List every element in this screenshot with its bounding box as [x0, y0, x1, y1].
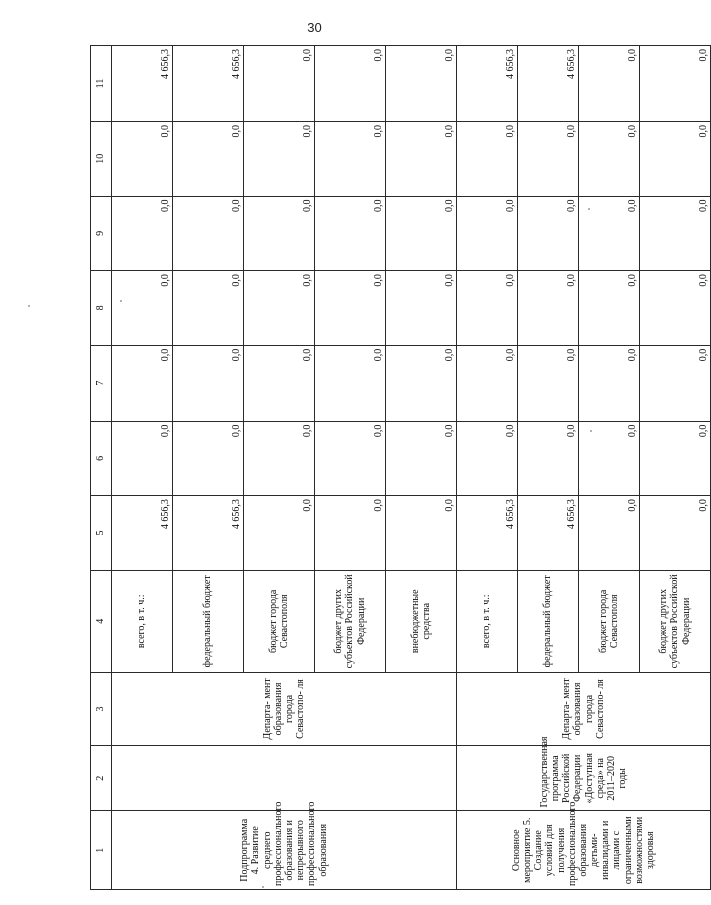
- value-cell: 0,0: [244, 421, 315, 496]
- value-cell: 0,0: [518, 121, 579, 196]
- value-cell: 0,0: [315, 345, 386, 421]
- column-number: 10: [91, 121, 112, 196]
- value-cell: 0,0: [244, 496, 315, 571]
- column-number-row: [91, 46, 112, 890]
- funding-source: бюджет города Севастополя: [579, 570, 640, 672]
- value-cell: 0,0: [518, 271, 579, 346]
- funding-source: всего, в т. ч.:: [457, 570, 518, 672]
- funding-source: федеральный бюджет: [173, 570, 244, 672]
- value-cell: 0,0: [457, 121, 518, 196]
- value-cell: 4 656,3: [457, 46, 518, 122]
- subprogram-title: Подпрограмма 4. Развитие среднего профессионального образования и непрерывного профессионального образования: [112, 811, 457, 890]
- measure-title: Основное мероприятие 5. Создание условий для получения профессионального образования детьми-инвалидами и лицами с ограниченными возможностями здоровья: [457, 811, 711, 890]
- value-cell: 0,0: [640, 496, 711, 571]
- value-cell: 0,0: [112, 271, 173, 346]
- column-number: 11: [91, 46, 112, 122]
- value-cell: 0,0: [579, 496, 640, 571]
- value-cell: 0,0: [315, 496, 386, 571]
- value-cell: 0,0: [173, 271, 244, 346]
- value-cell: 0,0: [518, 421, 579, 496]
- value-cell: 0,0: [640, 196, 711, 271]
- value-cell: 0,0: [457, 271, 518, 346]
- value-cell: 0,0: [112, 121, 173, 196]
- value-cell: 4 656,3: [173, 496, 244, 571]
- measure-program: Государственная программа Российской Федерации «Доступная среда» на 2011–2020 годы: [457, 746, 711, 811]
- funding-source: всего, в т. ч.:: [112, 570, 173, 672]
- funding-source: внебюджетные средства: [386, 570, 457, 672]
- value-cell: 0,0: [244, 121, 315, 196]
- table-row: [457, 46, 518, 890]
- value-cell: 0,0: [640, 421, 711, 496]
- value-cell: 0,0: [244, 46, 315, 122]
- budget-table: [90, 45, 711, 890]
- funding-source: бюджет города Севастополя: [244, 570, 315, 672]
- value-cell: 0,0: [386, 196, 457, 271]
- value-cell: 0,0: [457, 196, 518, 271]
- value-cell: 0,0: [112, 345, 173, 421]
- value-cell: 0,0: [640, 271, 711, 346]
- value-cell: 0,0: [173, 345, 244, 421]
- value-cell: 0,0: [386, 345, 457, 421]
- value-cell: 0,0: [518, 196, 579, 271]
- value-cell: 0,0: [386, 421, 457, 496]
- scan-speck: [28, 305, 30, 307]
- value-cell: 0,0: [173, 196, 244, 271]
- funding-source: федеральный бюджет: [518, 570, 579, 672]
- value-cell: 4 656,3: [518, 496, 579, 571]
- column-number: 4: [91, 570, 112, 672]
- value-cell: 0,0: [579, 121, 640, 196]
- value-cell: 0,0: [315, 46, 386, 122]
- column-number: 9: [91, 196, 112, 271]
- table-row: [112, 46, 173, 890]
- column-number: 3: [91, 672, 112, 745]
- value-cell: 0,0: [579, 46, 640, 122]
- value-cell: 0,0: [112, 421, 173, 496]
- value-cell: 0,0: [386, 46, 457, 122]
- value-cell: 0,0: [173, 121, 244, 196]
- column-number: 6: [91, 421, 112, 496]
- value-cell: 0,0: [640, 345, 711, 421]
- value-cell: 0,0: [244, 271, 315, 346]
- column-number: 8: [91, 271, 112, 346]
- value-cell: 0,0: [386, 271, 457, 346]
- value-cell: 0,0: [315, 121, 386, 196]
- value-cell: 0,0: [173, 421, 244, 496]
- measure-executor: Департа- мент образования города Севастопо- ля: [457, 672, 711, 745]
- value-cell: 0,0: [640, 121, 711, 196]
- column-number: 5: [91, 496, 112, 571]
- value-cell: 0,0: [315, 271, 386, 346]
- value-cell: 0,0: [640, 46, 711, 122]
- value-cell: 4 656,3: [518, 46, 579, 122]
- value-cell: 0,0: [579, 421, 640, 496]
- funding-source: бюджет других субъектов Российской Федерации: [315, 570, 386, 672]
- value-cell: 0,0: [579, 345, 640, 421]
- column-number: 1: [91, 811, 112, 890]
- value-cell: 0,0: [315, 196, 386, 271]
- empty-cell: [112, 746, 457, 811]
- value-cell: 4 656,3: [112, 46, 173, 122]
- value-cell: 0,0: [457, 421, 518, 496]
- subprogram-executor: Департа- мент образования города Севастопо- ля: [112, 672, 457, 745]
- value-cell: 4 656,3: [173, 46, 244, 122]
- value-cell: 0,0: [244, 196, 315, 271]
- value-cell: 0,0: [386, 496, 457, 571]
- value-cell: 0,0: [457, 345, 518, 421]
- value-cell: 0,0: [112, 196, 173, 271]
- value-cell: 0,0: [518, 345, 579, 421]
- value-cell: 0,0: [315, 421, 386, 496]
- value-cell: 4 656,3: [112, 496, 173, 571]
- rotated-table-container: [90, 45, 709, 890]
- value-cell: 0,0: [386, 121, 457, 196]
- value-cell: 4 656,3: [457, 496, 518, 571]
- value-cell: 0,0: [244, 345, 315, 421]
- column-number: 2: [91, 746, 112, 811]
- page-number: 30: [307, 20, 322, 35]
- funding-source: бюджет других субъектов Российской Федерации: [640, 570, 711, 672]
- column-number: 7: [91, 345, 112, 421]
- value-cell: 0,0: [579, 271, 640, 346]
- value-cell: 0,0: [579, 196, 640, 271]
